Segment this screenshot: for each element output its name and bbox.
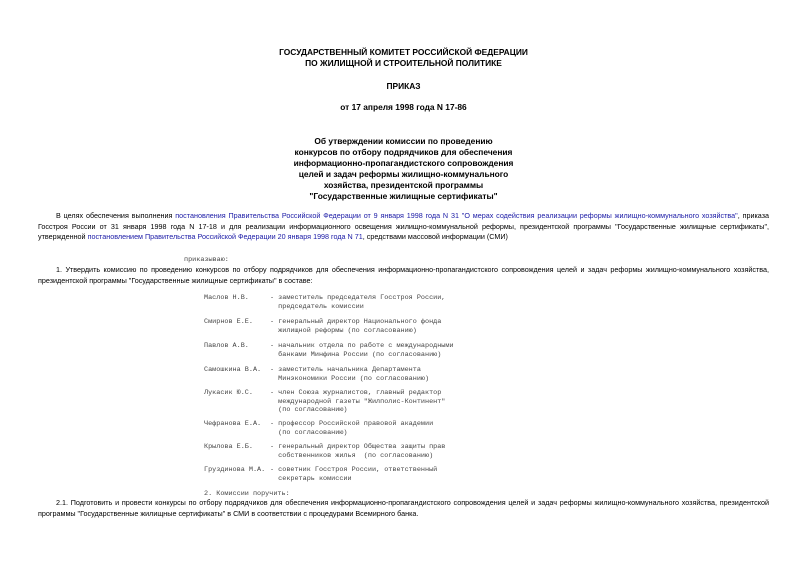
member-name: Маслов Н.В. <box>204 294 249 302</box>
item-2-header: 2. Комиссии поручить: <box>204 490 290 498</box>
member-name: Самошкина В.А. <box>204 366 262 374</box>
member-role: - профессор Российской правовой академии (по согласованию) <box>270 420 434 437</box>
preamble-text-1: В целях обеспечения выполнения <box>56 211 176 220</box>
member-role: - член Союза журналистов, главный редактор международной газеты "Жилполис-Континент" (по согласованию) <box>270 389 446 415</box>
title-line-2: конкурсов по отбору подрядчиков для обеспечения <box>294 147 513 157</box>
member-role: - заместитель начальника Департамента Минэкономики России (по согласованию) <box>270 366 430 383</box>
preamble-paragraph <box>38 211 769 243</box>
item-2-1-paragraph: 2.1. Подготовить и провести конкурсы по отбору подрядчиков для обеспечения информационно-пропагандистского сопровождения целей и задач реформы жилищно-коммунального хозяйства, президентской программы "Государственные жилищные сертификаты" в СМИ в соответствии с процедурами Всемирного банка. <box>38 498 769 518</box>
title-line-5: хозяйства, президентской программы <box>323 180 484 190</box>
member-role: - начальник отдела по работе с международными банками Минфина России (по согласованию) <box>270 342 454 359</box>
document-date-number: от 17 апреля 1998 года N 17-86 <box>340 102 467 112</box>
decree-31-link[interactable]: постановления Правительства Российской Федерации от 9 января 1998 года N 31 "О мерах содействия реализации реформы жилищно-коммунального хозяйства" <box>175 211 738 220</box>
member-role: - заместитель председателя Госстроя России, председатель комиссии <box>270 294 446 311</box>
agency-name-line1: ГОСУДАРСТВЕННЫЙ КОМИТЕТ РОССИЙСКОЙ ФЕДЕРАЦИИ <box>279 47 528 57</box>
member-name: Смирнов Е.Е. <box>204 318 253 326</box>
member-role: - генеральный директор Общества защиты прав собственников жилья (по согласованию) <box>270 443 446 460</box>
member-name: Груздинова М.А. <box>204 466 266 474</box>
item-1-paragraph: 1. Утвердить комиссию по проведению конкурсов по отбору подрядчиков для обеспечения информационно-пропагандистского сопровождения целей и задач реформы жилищно-коммунального хозяйства, президентской программы "Государственные жилищные сертификаты" в составе: <box>38 265 769 285</box>
member-name: Лукасик Ю.С. <box>204 389 253 397</box>
title-line-1: Об утверждении комиссии по проведению <box>314 136 493 146</box>
member-name: Чефранова Е.А. <box>204 420 262 428</box>
member-name: Павлов А.В. <box>204 342 249 350</box>
title-line-4: целей и задач реформы жилищно-коммунального <box>298 169 509 179</box>
title-line-6: "Государственные жилищные сертификаты" <box>309 191 498 201</box>
preamble-text-3: , средствами массовой информации (СМИ) <box>362 232 508 242</box>
preamble-text-2: , приказа Госстроя России от 31 января 1998 года N 17-18 и для реализации информационного освещения жилищно-коммунальной реформы, президентской программы "Государственные жилищные сертификаты", утвержденной <box>38 211 769 242</box>
agency-name-line2: ПО ЖИЛИЩНОЙ И СТРОИТЕЛЬНОЙ ПОЛИТИКЕ <box>305 58 502 68</box>
decree-71-link[interactable]: постановлением Правительства Российской Федерации 20 января 1998 года N 71 <box>87 232 363 242</box>
title-line-3: информационно-пропагандистского сопровождения <box>293 158 514 168</box>
prikazyvayu-label: приказываю: <box>184 256 229 264</box>
member-role: - советник Госстроя России, ответственный секретарь комиссии <box>270 466 438 483</box>
member-role: - генеральный директор Национального фонда жилищной реформы (по согласованию) <box>270 318 442 335</box>
document-type: ПРИКАЗ <box>386 81 421 91</box>
member-name: Крылова Е.Б. <box>204 443 253 451</box>
